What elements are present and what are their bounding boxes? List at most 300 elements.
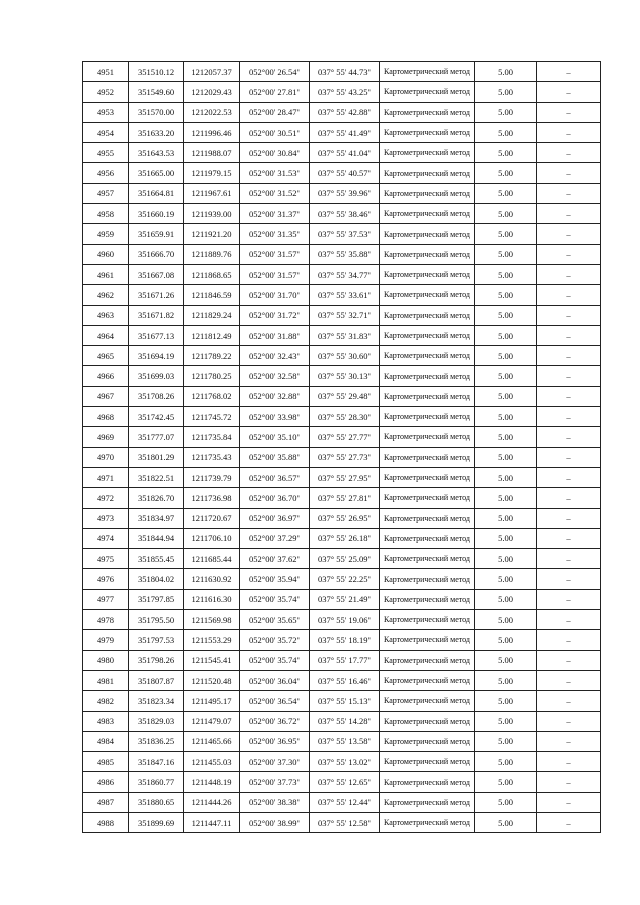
point-number-cell: 4980 xyxy=(83,650,129,670)
latitude-cell: 052°00' 32.58" xyxy=(240,366,310,386)
latitude-cell: 052°00' 26.54" xyxy=(240,62,310,82)
y-coordinate-cell: 1211630.92 xyxy=(184,569,240,589)
point-number-cell: 4956 xyxy=(83,163,129,183)
precision-cell: 5.00 xyxy=(475,528,537,548)
longitude-cell: 037° 55' 44.73" xyxy=(310,62,380,82)
empty-cell: – xyxy=(537,163,601,183)
y-coordinate-cell: 1211465.66 xyxy=(184,731,240,751)
empty-cell: – xyxy=(537,549,601,569)
x-coordinate-cell: 351855.45 xyxy=(129,549,184,569)
x-coordinate-cell: 351659.91 xyxy=(129,224,184,244)
method-cell: Картометрический метод xyxy=(380,204,475,224)
precision-cell: 5.00 xyxy=(475,812,537,832)
method-cell: Картометрический метод xyxy=(380,122,475,142)
precision-cell: 5.00 xyxy=(475,549,537,569)
empty-cell: – xyxy=(537,589,601,609)
x-coordinate-cell: 351807.87 xyxy=(129,670,184,690)
longitude-cell: 037° 55' 27.95" xyxy=(310,467,380,487)
precision-cell: 5.00 xyxy=(475,569,537,589)
empty-cell: – xyxy=(537,731,601,751)
point-number-cell: 4964 xyxy=(83,325,129,345)
table-row xyxy=(83,569,601,589)
table-row xyxy=(83,752,601,772)
precision-cell: 5.00 xyxy=(475,62,537,82)
table-row xyxy=(83,589,601,609)
method-cell: Картометрический метод xyxy=(380,711,475,731)
latitude-cell: 052°00' 37.30" xyxy=(240,752,310,772)
table-row xyxy=(83,528,601,548)
method-cell: Картометрический метод xyxy=(380,691,475,711)
table-row xyxy=(83,427,601,447)
empty-cell: – xyxy=(537,122,601,142)
precision-cell: 5.00 xyxy=(475,488,537,508)
latitude-cell: 052°00' 36.70" xyxy=(240,488,310,508)
longitude-cell: 037° 55' 25.09" xyxy=(310,549,380,569)
precision-cell: 5.00 xyxy=(475,650,537,670)
x-coordinate-cell: 351664.81 xyxy=(129,183,184,203)
x-coordinate-cell: 351667.08 xyxy=(129,264,184,284)
x-coordinate-cell: 351880.65 xyxy=(129,792,184,812)
precision-cell: 5.00 xyxy=(475,447,537,467)
precision-cell: 5.00 xyxy=(475,264,537,284)
y-coordinate-cell: 1211967.61 xyxy=(184,183,240,203)
precision-cell: 5.00 xyxy=(475,731,537,751)
point-number-cell: 4955 xyxy=(83,143,129,163)
point-number-cell: 4960 xyxy=(83,244,129,264)
latitude-cell: 052°00' 31.88" xyxy=(240,325,310,345)
longitude-cell: 037° 55' 18.19" xyxy=(310,630,380,650)
y-coordinate-cell: 1211921.20 xyxy=(184,224,240,244)
table-row xyxy=(83,772,601,792)
longitude-cell: 037° 55' 32.71" xyxy=(310,305,380,325)
method-cell: Картометрический метод xyxy=(380,305,475,325)
precision-cell: 5.00 xyxy=(475,407,537,427)
latitude-cell: 052°00' 37.73" xyxy=(240,772,310,792)
table-row xyxy=(83,122,601,142)
table-row xyxy=(83,264,601,284)
x-coordinate-cell: 351671.82 xyxy=(129,305,184,325)
latitude-cell: 052°00' 35.94" xyxy=(240,569,310,589)
precision-cell: 5.00 xyxy=(475,691,537,711)
y-coordinate-cell: 1211444.26 xyxy=(184,792,240,812)
empty-cell: – xyxy=(537,569,601,589)
latitude-cell: 052°00' 38.99" xyxy=(240,812,310,832)
y-coordinate-cell: 1211685.44 xyxy=(184,549,240,569)
empty-cell: – xyxy=(537,204,601,224)
longitude-cell: 037° 55' 26.95" xyxy=(310,508,380,528)
method-cell: Картометрический метод xyxy=(380,427,475,447)
point-number-cell: 4974 xyxy=(83,528,129,548)
y-coordinate-cell: 1211846.59 xyxy=(184,285,240,305)
x-coordinate-cell: 351643.53 xyxy=(129,143,184,163)
point-number-cell: 4966 xyxy=(83,366,129,386)
x-coordinate-cell: 351666.70 xyxy=(129,244,184,264)
table-row xyxy=(83,812,601,832)
longitude-cell: 037° 55' 38.46" xyxy=(310,204,380,224)
y-coordinate-cell: 1211739.79 xyxy=(184,467,240,487)
table-row xyxy=(83,670,601,690)
longitude-cell: 037° 55' 43.25" xyxy=(310,82,380,102)
point-number-cell: 4968 xyxy=(83,407,129,427)
x-coordinate-cell: 351836.25 xyxy=(129,731,184,751)
point-number-cell: 4976 xyxy=(83,569,129,589)
y-coordinate-cell: 1211979.15 xyxy=(184,163,240,183)
longitude-cell: 037° 55' 34.77" xyxy=(310,264,380,284)
point-number-cell: 4988 xyxy=(83,812,129,832)
x-coordinate-cell: 351660.19 xyxy=(129,204,184,224)
table-row xyxy=(83,325,601,345)
point-number-cell: 4959 xyxy=(83,224,129,244)
empty-cell: – xyxy=(537,691,601,711)
empty-cell: – xyxy=(537,467,601,487)
longitude-cell: 037° 55' 12.44" xyxy=(310,792,380,812)
method-cell: Картометрический метод xyxy=(380,264,475,284)
y-coordinate-cell: 1211520.48 xyxy=(184,670,240,690)
empty-cell: – xyxy=(537,711,601,731)
x-coordinate-cell: 351671.26 xyxy=(129,285,184,305)
method-cell: Картометрический метод xyxy=(380,549,475,569)
longitude-cell: 037° 55' 41.04" xyxy=(310,143,380,163)
x-coordinate-cell: 351826.70 xyxy=(129,488,184,508)
point-number-cell: 4967 xyxy=(83,386,129,406)
table-row xyxy=(83,386,601,406)
point-number-cell: 4979 xyxy=(83,630,129,650)
precision-cell: 5.00 xyxy=(475,427,537,447)
empty-cell: – xyxy=(537,325,601,345)
table-row xyxy=(83,508,601,528)
x-coordinate-cell: 351510.12 xyxy=(129,62,184,82)
precision-cell: 5.00 xyxy=(475,610,537,630)
precision-cell: 5.00 xyxy=(475,630,537,650)
point-number-cell: 4951 xyxy=(83,62,129,82)
x-coordinate-cell: 351860.77 xyxy=(129,772,184,792)
point-number-cell: 4972 xyxy=(83,488,129,508)
empty-cell: – xyxy=(537,143,601,163)
y-coordinate-cell: 1211616.30 xyxy=(184,589,240,609)
x-coordinate-cell: 351549.60 xyxy=(129,82,184,102)
precision-cell: 5.00 xyxy=(475,285,537,305)
point-number-cell: 4982 xyxy=(83,691,129,711)
x-coordinate-cell: 351694.19 xyxy=(129,346,184,366)
table-row xyxy=(83,731,601,751)
empty-cell: – xyxy=(537,346,601,366)
method-cell: Картометрический метод xyxy=(380,386,475,406)
precision-cell: 5.00 xyxy=(475,752,537,772)
precision-cell: 5.00 xyxy=(475,325,537,345)
longitude-cell: 037° 55' 37.53" xyxy=(310,224,380,244)
precision-cell: 5.00 xyxy=(475,366,537,386)
longitude-cell: 037° 55' 41.49" xyxy=(310,122,380,142)
empty-cell: – xyxy=(537,407,601,427)
precision-cell: 5.00 xyxy=(475,508,537,528)
table-row xyxy=(83,792,601,812)
y-coordinate-cell: 1211569.98 xyxy=(184,610,240,630)
precision-cell: 5.00 xyxy=(475,163,537,183)
empty-cell: – xyxy=(537,812,601,832)
table-row xyxy=(83,82,601,102)
point-number-cell: 4961 xyxy=(83,264,129,284)
empty-cell: – xyxy=(537,752,601,772)
table-row xyxy=(83,407,601,427)
x-coordinate-cell: 351797.85 xyxy=(129,589,184,609)
point-number-cell: 4953 xyxy=(83,102,129,122)
point-number-cell: 4970 xyxy=(83,447,129,467)
y-coordinate-cell: 1211736.98 xyxy=(184,488,240,508)
latitude-cell: 052°00' 31.70" xyxy=(240,285,310,305)
precision-cell: 5.00 xyxy=(475,467,537,487)
longitude-cell: 037° 55' 22.25" xyxy=(310,569,380,589)
x-coordinate-cell: 351708.26 xyxy=(129,386,184,406)
table-row xyxy=(83,346,601,366)
point-number-cell: 4973 xyxy=(83,508,129,528)
coordinates-table-body xyxy=(83,62,601,833)
table-row xyxy=(83,102,601,122)
x-coordinate-cell: 351633.20 xyxy=(129,122,184,142)
x-coordinate-cell: 351847.16 xyxy=(129,752,184,772)
table-row xyxy=(83,467,601,487)
longitude-cell: 037° 55' 30.13" xyxy=(310,366,380,386)
x-coordinate-cell: 351823.34 xyxy=(129,691,184,711)
point-number-cell: 4954 xyxy=(83,122,129,142)
longitude-cell: 037° 55' 31.83" xyxy=(310,325,380,345)
y-coordinate-cell: 1211735.84 xyxy=(184,427,240,447)
empty-cell: – xyxy=(537,630,601,650)
method-cell: Картометрический метод xyxy=(380,488,475,508)
point-number-cell: 4977 xyxy=(83,589,129,609)
latitude-cell: 052°00' 36.95" xyxy=(240,731,310,751)
x-coordinate-cell: 351699.03 xyxy=(129,366,184,386)
table-row xyxy=(83,163,601,183)
precision-cell: 5.00 xyxy=(475,305,537,325)
method-cell: Картометрический метод xyxy=(380,346,475,366)
longitude-cell: 037° 55' 15.13" xyxy=(310,691,380,711)
y-coordinate-cell: 1211745.72 xyxy=(184,407,240,427)
latitude-cell: 052°00' 31.35" xyxy=(240,224,310,244)
method-cell: Картометрический метод xyxy=(380,183,475,203)
latitude-cell: 052°00' 35.72" xyxy=(240,630,310,650)
table-row xyxy=(83,204,601,224)
y-coordinate-cell: 1212029.43 xyxy=(184,82,240,102)
y-coordinate-cell: 1211988.07 xyxy=(184,143,240,163)
table-row xyxy=(83,630,601,650)
longitude-cell: 037° 55' 27.73" xyxy=(310,447,380,467)
method-cell: Картометрический метод xyxy=(380,224,475,244)
precision-cell: 5.00 xyxy=(475,244,537,264)
empty-cell: – xyxy=(537,447,601,467)
empty-cell: – xyxy=(537,772,601,792)
method-cell: Картометрический метод xyxy=(380,102,475,122)
empty-cell: – xyxy=(537,386,601,406)
method-cell: Картометрический метод xyxy=(380,731,475,751)
latitude-cell: 052°00' 31.57" xyxy=(240,264,310,284)
latitude-cell: 052°00' 31.57" xyxy=(240,244,310,264)
latitude-cell: 052°00' 33.98" xyxy=(240,407,310,427)
y-coordinate-cell: 1211768.02 xyxy=(184,386,240,406)
method-cell: Картометрический метод xyxy=(380,589,475,609)
point-number-cell: 4957 xyxy=(83,183,129,203)
latitude-cell: 052°00' 35.10" xyxy=(240,427,310,447)
longitude-cell: 037° 55' 21.49" xyxy=(310,589,380,609)
y-coordinate-cell: 1211720.67 xyxy=(184,508,240,528)
empty-cell: – xyxy=(537,183,601,203)
method-cell: Картометрический метод xyxy=(380,62,475,82)
method-cell: Картометрический метод xyxy=(380,508,475,528)
method-cell: Картометрический метод xyxy=(380,752,475,772)
method-cell: Картометрический метод xyxy=(380,407,475,427)
latitude-cell: 052°00' 36.54" xyxy=(240,691,310,711)
method-cell: Картометрический метод xyxy=(380,610,475,630)
point-number-cell: 4981 xyxy=(83,670,129,690)
table-row xyxy=(83,610,601,630)
longitude-cell: 037° 55' 40.57" xyxy=(310,163,380,183)
longitude-cell: 037° 55' 14.28" xyxy=(310,711,380,731)
empty-cell: – xyxy=(537,224,601,244)
y-coordinate-cell: 1211812.49 xyxy=(184,325,240,345)
latitude-cell: 052°00' 35.74" xyxy=(240,589,310,609)
latitude-cell: 052°00' 35.65" xyxy=(240,610,310,630)
point-number-cell: 4975 xyxy=(83,549,129,569)
y-coordinate-cell: 1211479.07 xyxy=(184,711,240,731)
method-cell: Картометрический метод xyxy=(380,528,475,548)
empty-cell: – xyxy=(537,427,601,447)
method-cell: Картометрический метод xyxy=(380,467,475,487)
precision-cell: 5.00 xyxy=(475,224,537,244)
method-cell: Картометрический метод xyxy=(380,143,475,163)
table-row xyxy=(83,488,601,508)
latitude-cell: 052°00' 37.62" xyxy=(240,549,310,569)
latitude-cell: 052°00' 36.97" xyxy=(240,508,310,528)
x-coordinate-cell: 351777.07 xyxy=(129,427,184,447)
y-coordinate-cell: 1211939.00 xyxy=(184,204,240,224)
precision-cell: 5.00 xyxy=(475,346,537,366)
longitude-cell: 037° 55' 12.58" xyxy=(310,812,380,832)
y-coordinate-cell: 1211829.24 xyxy=(184,305,240,325)
longitude-cell: 037° 55' 12.65" xyxy=(310,772,380,792)
method-cell: Картометрический метод xyxy=(380,670,475,690)
latitude-cell: 052°00' 30.84" xyxy=(240,143,310,163)
empty-cell: – xyxy=(537,285,601,305)
precision-cell: 5.00 xyxy=(475,204,537,224)
empty-cell: – xyxy=(537,670,601,690)
x-coordinate-cell: 351834.97 xyxy=(129,508,184,528)
longitude-cell: 037° 55' 26.18" xyxy=(310,528,380,548)
empty-cell: – xyxy=(537,528,601,548)
longitude-cell: 037° 55' 35.88" xyxy=(310,244,380,264)
method-cell: Картометрический метод xyxy=(380,447,475,467)
method-cell: Картометрический метод xyxy=(380,325,475,345)
precision-cell: 5.00 xyxy=(475,589,537,609)
x-coordinate-cell: 351795.50 xyxy=(129,610,184,630)
latitude-cell: 052°00' 31.52" xyxy=(240,183,310,203)
point-number-cell: 4965 xyxy=(83,346,129,366)
longitude-cell: 037° 55' 13.58" xyxy=(310,731,380,751)
latitude-cell: 052°00' 28.47" xyxy=(240,102,310,122)
longitude-cell: 037° 55' 42.88" xyxy=(310,102,380,122)
y-coordinate-cell: 1211455.03 xyxy=(184,752,240,772)
y-coordinate-cell: 1211553.29 xyxy=(184,630,240,650)
table-row xyxy=(83,366,601,386)
method-cell: Картометрический метод xyxy=(380,569,475,589)
point-number-cell: 4971 xyxy=(83,467,129,487)
table-row xyxy=(83,691,601,711)
precision-cell: 5.00 xyxy=(475,122,537,142)
empty-cell: – xyxy=(537,102,601,122)
table-row xyxy=(83,285,601,305)
empty-cell: – xyxy=(537,508,601,528)
precision-cell: 5.00 xyxy=(475,102,537,122)
y-coordinate-cell: 1211545.41 xyxy=(184,650,240,670)
method-cell: Картометрический метод xyxy=(380,772,475,792)
method-cell: Картометрический метод xyxy=(380,630,475,650)
x-coordinate-cell: 351665.00 xyxy=(129,163,184,183)
empty-cell: – xyxy=(537,62,601,82)
table-row xyxy=(83,244,601,264)
x-coordinate-cell: 351822.51 xyxy=(129,467,184,487)
latitude-cell: 052°00' 36.04" xyxy=(240,670,310,690)
empty-cell: – xyxy=(537,792,601,812)
point-number-cell: 4985 xyxy=(83,752,129,772)
y-coordinate-cell: 1211868.65 xyxy=(184,264,240,284)
point-number-cell: 4983 xyxy=(83,711,129,731)
longitude-cell: 037° 55' 29.48" xyxy=(310,386,380,406)
y-coordinate-cell: 1211889.76 xyxy=(184,244,240,264)
method-cell: Картометрический метод xyxy=(380,650,475,670)
table-row xyxy=(83,143,601,163)
x-coordinate-cell: 351742.45 xyxy=(129,407,184,427)
latitude-cell: 052°00' 37.29" xyxy=(240,528,310,548)
latitude-cell: 052°00' 38.38" xyxy=(240,792,310,812)
x-coordinate-cell: 351570.00 xyxy=(129,102,184,122)
precision-cell: 5.00 xyxy=(475,772,537,792)
table-row xyxy=(83,549,601,569)
latitude-cell: 052°00' 36.57" xyxy=(240,467,310,487)
method-cell: Картометрический метод xyxy=(380,163,475,183)
latitude-cell: 052°00' 36.72" xyxy=(240,711,310,731)
method-cell: Картометрический метод xyxy=(380,792,475,812)
empty-cell: – xyxy=(537,82,601,102)
y-coordinate-cell: 1211495.17 xyxy=(184,691,240,711)
empty-cell: – xyxy=(537,650,601,670)
y-coordinate-cell: 1211780.25 xyxy=(184,366,240,386)
precision-cell: 5.00 xyxy=(475,711,537,731)
x-coordinate-cell: 351829.03 xyxy=(129,711,184,731)
point-number-cell: 4986 xyxy=(83,772,129,792)
longitude-cell: 037° 55' 13.02" xyxy=(310,752,380,772)
longitude-cell: 037° 55' 33.61" xyxy=(310,285,380,305)
empty-cell: – xyxy=(537,244,601,264)
point-number-cell: 4969 xyxy=(83,427,129,447)
point-number-cell: 4963 xyxy=(83,305,129,325)
y-coordinate-cell: 1211447.11 xyxy=(184,812,240,832)
empty-cell: – xyxy=(537,264,601,284)
empty-cell: – xyxy=(537,488,601,508)
y-coordinate-cell: 1211448.19 xyxy=(184,772,240,792)
x-coordinate-cell: 351804.02 xyxy=(129,569,184,589)
latitude-cell: 052°00' 32.43" xyxy=(240,346,310,366)
method-cell: Картометрический метод xyxy=(380,82,475,102)
table-row xyxy=(83,62,601,82)
method-cell: Картометрический метод xyxy=(380,285,475,305)
x-coordinate-cell: 351798.26 xyxy=(129,650,184,670)
longitude-cell: 037° 55' 39.96" xyxy=(310,183,380,203)
latitude-cell: 052°00' 31.72" xyxy=(240,305,310,325)
longitude-cell: 037° 55' 27.77" xyxy=(310,427,380,447)
precision-cell: 5.00 xyxy=(475,143,537,163)
method-cell: Картометрический метод xyxy=(380,366,475,386)
y-coordinate-cell: 1211789.22 xyxy=(184,346,240,366)
latitude-cell: 052°00' 32.88" xyxy=(240,386,310,406)
longitude-cell: 037° 55' 30.60" xyxy=(310,346,380,366)
